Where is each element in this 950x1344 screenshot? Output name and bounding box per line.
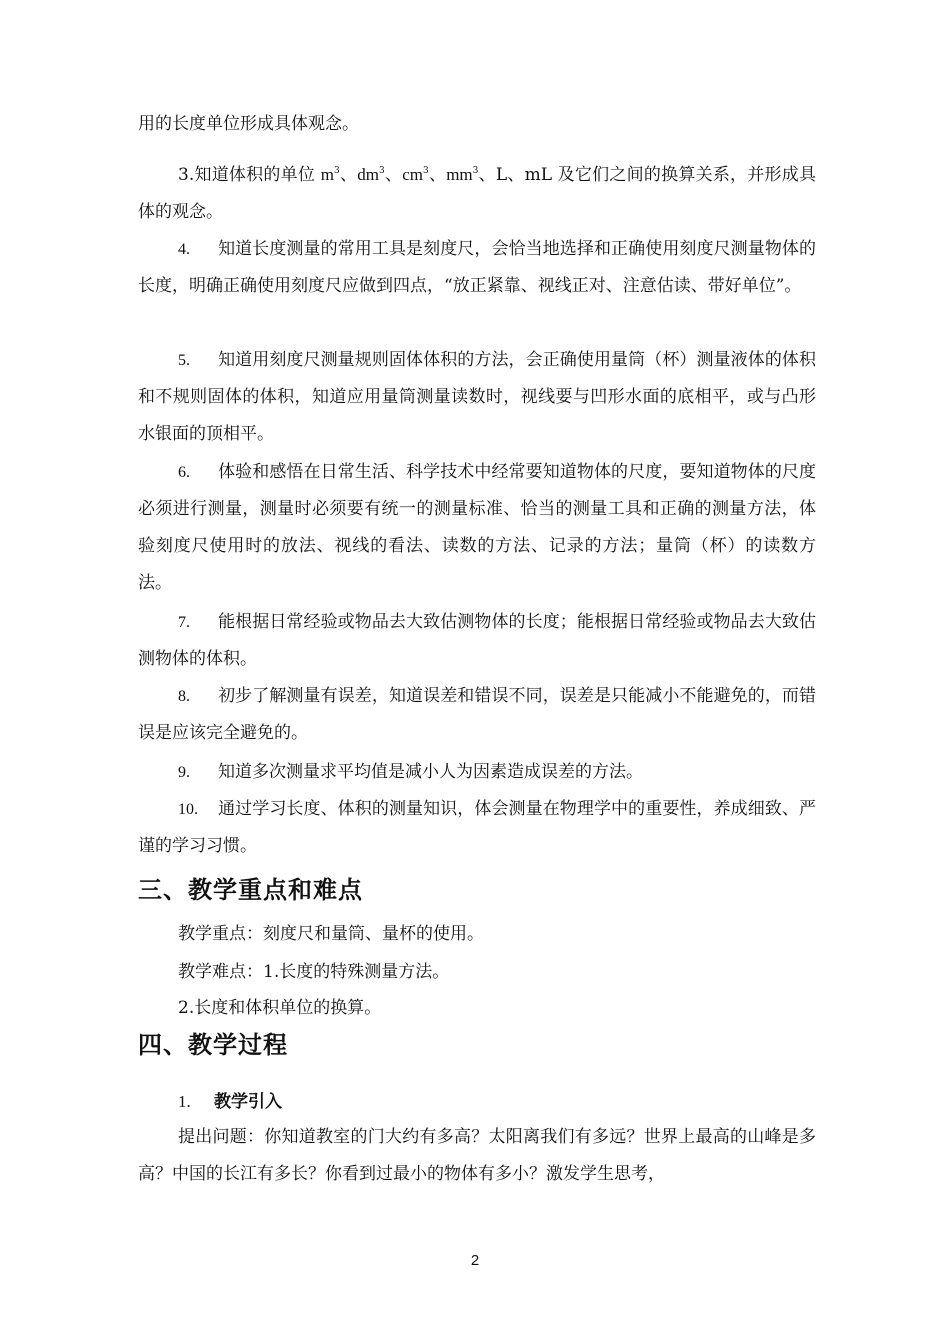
- list-number: 4.: [178, 241, 190, 258]
- list-number: 8.: [178, 688, 190, 705]
- list-item-3: [138, 156, 816, 231]
- superscript-3: 3: [334, 166, 340, 176]
- list-item-text: 能根据日常经验或物品去大致估测物体的长度；能根据日常经验或物品去大致估测物体的体积。: [138, 612, 816, 669]
- subsection-title: 教学引入: [214, 1092, 282, 1112]
- subsection-heading: [178, 1087, 282, 1117]
- intro-paragraph: [138, 1119, 816, 1193]
- list-item-text: 知道长度测量的常用工具是刻度尺，会恰当地选择和正确使用刻度尺测量物体的长度，明确正确使用刻度尺应做到四点，“放正紧靠、视线正对、注意估读、带好单位”。: [138, 239, 816, 296]
- list-item-8: [138, 678, 816, 752]
- unit-mm: mm: [446, 165, 473, 184]
- paragraph-continuation: [138, 106, 816, 143]
- section-heading-4: 四、教学过程: [138, 1031, 288, 1059]
- list-item-9: [138, 754, 816, 791]
- teaching-difficulty-2-text: 2.长度和体积单位的换算。: [178, 998, 382, 1018]
- superscript-3: 3: [378, 166, 385, 176]
- separator: 、: [384, 165, 403, 185]
- paragraph-text: 用的长度单位形成具体观念。: [138, 114, 359, 134]
- page-number: 2: [470, 1252, 480, 1269]
- list-item-text: 知道多次测量求平均值是减小人为因素造成误差的方法。: [218, 762, 643, 782]
- list-number: 7.: [178, 614, 190, 631]
- list-item-text: 初步了解测量有误差，知道误差和错误不同，误差是只能减小不能避免的，而错误是应该完全避免的。: [138, 686, 816, 743]
- list-number: 5.: [178, 352, 190, 369]
- list-number: 6.: [178, 464, 190, 481]
- list-item-4: [138, 231, 816, 305]
- list-item-10: [138, 791, 816, 865]
- section-heading-3: 三、教学重点和难点: [138, 876, 363, 904]
- teaching-focus: [138, 916, 816, 953]
- list-item-3-text-end: 、L、mL 及它们之间的换算关系，并形成具体的观念。: [138, 165, 817, 222]
- list-item-3-text-start: 3.知道体积的单位: [178, 165, 321, 185]
- separator: 、: [428, 165, 447, 185]
- list-item-6: [138, 454, 816, 602]
- list-number: 10.: [178, 801, 198, 818]
- separator: 、: [339, 165, 358, 185]
- intro-text: 提出问题：你知道教室的门大约有多高？太阳离我们有多远？世界上最高的山峰是多高？中国的长江有多长？你看到过最小的物体有多小？激发学生思考，: [138, 1127, 816, 1184]
- list-item-5: [138, 342, 816, 453]
- subsection-number: 1.: [178, 1092, 191, 1111]
- list-item-text: 体验和感悟在日常生活、科学技术中经常要知道物体的尺度，要知道物体的尺度必须进行测量，测量时必须要有统一的测量标准、恰当的测量工具和正确的测量方法，体验刻度尺使用时的放法、视线的看法、读数的方法、记录的方法；量筒（杯）的读数方法。: [138, 462, 816, 593]
- superscript-3: 3: [422, 166, 429, 176]
- teaching-difficulty-text: 教学难点：1.长度的特殊测量方法。: [178, 962, 450, 982]
- unit-cm: cm: [402, 165, 423, 184]
- unit-dm: dm: [357, 165, 379, 184]
- superscript-3: 3: [472, 166, 479, 176]
- list-item-text: 知道用刻度尺测量规则固体体积的方法，会正确使用量筒（杯）测量液体的体积和不规则固体的体积，知道应用量筒测量读数时，视线要与凹形水面的底相平，或与凸形水银面的顶相平。: [138, 350, 816, 444]
- list-item-7: [138, 604, 816, 678]
- teaching-difficulty: [138, 954, 816, 991]
- unit-m: m: [320, 165, 335, 184]
- teaching-focus-text: 教学重点：刻度尺和量筒、量杯的使用。: [178, 924, 484, 944]
- list-item-text: 通过学习长度、体积的测量知识，体会测量在物理学中的重要性，养成细致、严谨的学习习惯。: [138, 799, 816, 856]
- list-number: 9.: [178, 764, 190, 781]
- teaching-difficulty-2: [138, 990, 816, 1027]
